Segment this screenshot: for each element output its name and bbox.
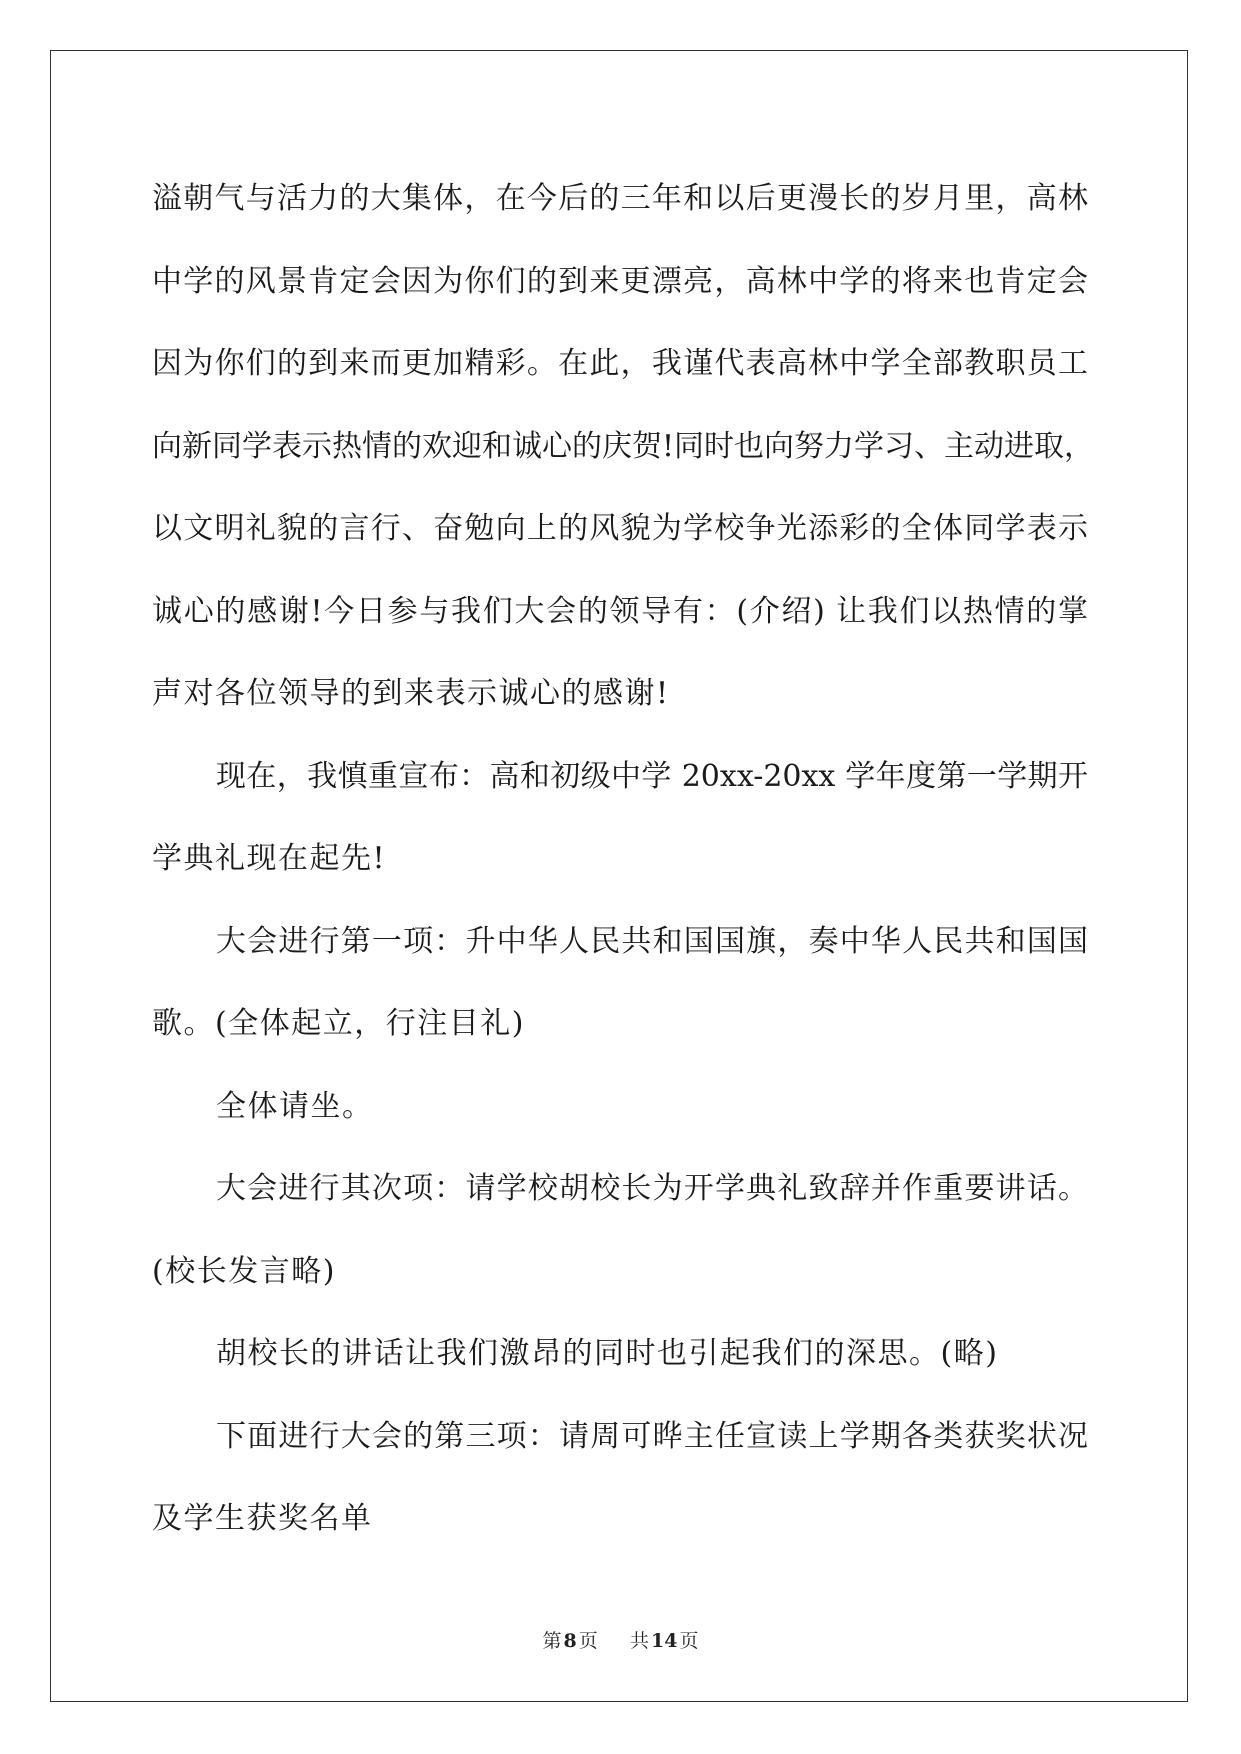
- total-pages-number: 14: [650, 1630, 678, 1652]
- text-line: 声对各位领导的到来表示诚心的感谢!: [152, 676, 670, 711]
- page-label: 第 8 页: [542, 1630, 598, 1652]
- text-line: 学典礼现在起先!: [152, 841, 387, 876]
- document-body: [152, 158, 1095, 1561]
- text-line: 现在，我慎重宣布：高和初级中学 20xx-20xx 学年度第一学期开: [216, 758, 1088, 794]
- total-pages-label: 共 14 页: [629, 1630, 699, 1652]
- page-number: 8: [563, 1630, 577, 1652]
- text-line: 歌。(全体起立，行注目礼): [152, 1006, 525, 1041]
- text-line: 诚心的感谢!今日参与我们大会的领导有：(介绍) 让我们以热情的掌: [152, 593, 1088, 629]
- text-line: 下面进行大会的第三项：请周可晔主任宣读上学期各类获奖状况: [216, 1418, 1088, 1454]
- text-line: 大会进行第一项：升中华人民共和国国旗，奏中华人民共和国国: [216, 923, 1088, 959]
- text-line: 全体请坐。: [216, 1088, 374, 1124]
- text-line: 胡校长的讲话让我们激昂的同时也引起我们的深思。(略): [216, 1336, 999, 1371]
- text-line: 向新同学表示热情的欢迎和诚心的庆贺!同时也向努力学习、主动进取，: [152, 428, 1095, 464]
- text-line: 及学生获奖名单: [152, 1501, 373, 1536]
- page-footer: [0, 1626, 1241, 1653]
- text-line: 溢朝气与活力的大集体，在今后的三年和以后更漫长的岁月里，高林: [152, 181, 1088, 216]
- text-line: 以文明礼貌的言行、奋勉向上的风貌为学校争光添彩的全体同学表示: [152, 511, 1088, 546]
- text-line: 中学的风景肯定会因为你们的到来更漂亮，高林中学的将来也肯定会: [152, 263, 1088, 299]
- text-line: 大会进行其次项：请学校胡校长为开学典礼致辞并作重要讲话。: [216, 1171, 1088, 1206]
- text-line: 因为你们的到来而更加精彩。在此，我谨代表高林中学全部教职员工: [152, 346, 1088, 381]
- text-line: (校长发言略): [152, 1253, 336, 1289]
